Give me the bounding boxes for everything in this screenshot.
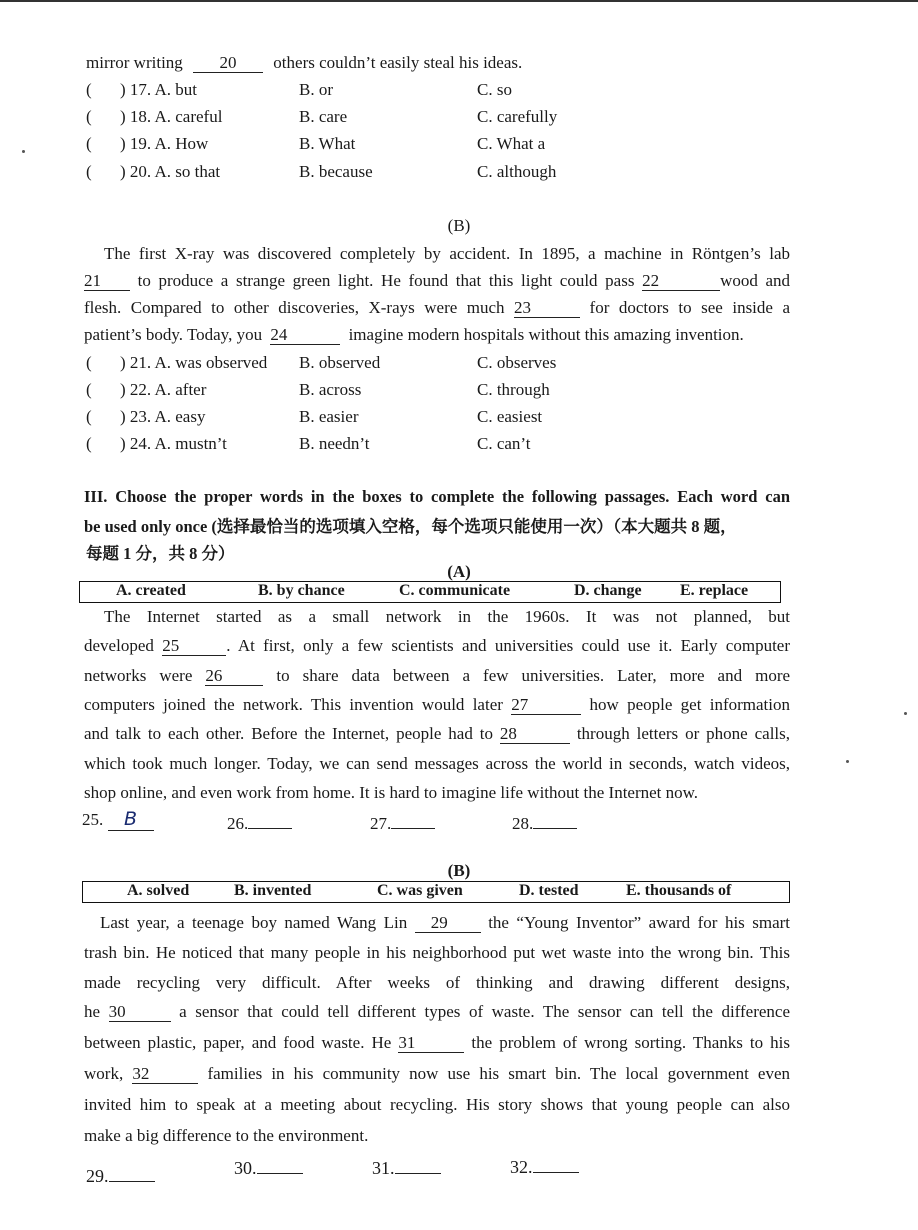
text: flesh. Compared to other discoveries, X-rays were much <box>84 298 505 317</box>
option-b: B. observed <box>299 353 381 372</box>
text: between plastic, paper, and food waste. He <box>84 1033 392 1052</box>
blank-28: 28 <box>500 725 570 744</box>
option-b: B. easier <box>299 407 359 426</box>
option-a: ) 19. A. How <box>120 134 209 153</box>
option-b: B. needn’t <box>299 434 370 453</box>
option-c: C. can’t <box>477 434 531 453</box>
question-row-22 <box>86 380 786 404</box>
answer-27 <box>370 814 435 834</box>
answer-paren: ( <box>86 80 92 99</box>
answer-field[interactable] <box>533 1172 579 1173</box>
internet-line-2 <box>84 636 790 656</box>
answer-paren: ( <box>86 434 92 453</box>
answer-field[interactable] <box>108 810 154 831</box>
word-option-e: E. thousands of <box>626 882 732 899</box>
blank-22: 22 <box>642 272 720 291</box>
answer-field[interactable] <box>391 828 435 829</box>
word-option-c: C. was given <box>377 882 463 899</box>
option-b: B. What <box>299 134 356 153</box>
answer-paren: ( <box>86 107 92 126</box>
blank-30: 30 <box>109 1003 171 1022</box>
text: wood and <box>720 271 790 290</box>
word-box-b <box>82 881 790 903</box>
inventor-line-1 <box>84 913 790 933</box>
word-option-a: A. solved <box>127 882 190 899</box>
blank-27: 27 <box>511 696 581 715</box>
blank-26: 26 <box>205 667 263 686</box>
answer-26 <box>227 814 292 834</box>
answer-31 <box>372 1158 441 1179</box>
answer-29 <box>86 1166 155 1187</box>
inventor-line-6 <box>84 1064 790 1084</box>
internet-line-4 <box>84 695 790 715</box>
question-row-21 <box>86 353 786 377</box>
section-iii-heading-line-3: 每题 1 分，共 8 分） <box>86 544 235 563</box>
word-option-e: E. replace <box>680 582 749 599</box>
answer-25 <box>82 810 154 831</box>
handwritten-answer: B <box>123 808 138 830</box>
scan-speck <box>904 712 907 715</box>
answer-paren: ( <box>86 380 92 399</box>
option-b: B. or <box>299 80 333 99</box>
option-b: B. because <box>299 162 373 181</box>
text: developed <box>84 636 154 655</box>
text: to share data between a few universities. Later, more and more <box>276 666 791 685</box>
blank-23: 23 <box>514 299 580 318</box>
text: Last year, a teenage boy named Wang Lin <box>100 913 408 932</box>
answer-label: 32. <box>510 1157 533 1177</box>
option-c: C. carefully <box>477 107 558 126</box>
answer-label: 26. <box>227 814 249 833</box>
text: and talk to each other. Before the Internet, people had to <box>84 724 493 743</box>
blank-20: 20 <box>193 54 263 73</box>
text: work, <box>84 1064 124 1083</box>
xray-line-3 <box>84 298 790 318</box>
internet-line-7: shop online, and even work from home. It is hard to imagine life without the Internet now. <box>84 783 699 802</box>
option-c: C. observes <box>477 353 557 372</box>
internet-line-6: which took much longer. Today, we can send messages across the world in seconds, watch videos, <box>84 754 790 773</box>
scan-speck <box>22 150 25 153</box>
option-c: C. through <box>477 380 550 399</box>
text: . At first, only a few scientists and universities could use it. Early computer <box>226 636 790 655</box>
text: mirror writing <box>86 53 183 72</box>
option-c: C. easiest <box>477 407 543 426</box>
word-option-d: D. change <box>574 582 642 599</box>
part-b-title-2: (B) <box>447 861 471 880</box>
answer-label: 31. <box>372 1158 395 1178</box>
inventor-line-7: invited him to speak at a meeting about recycling. His story shows that young people can also <box>84 1095 790 1114</box>
xray-line-4 <box>84 325 790 345</box>
internet-line-1: The Internet started as a small network in the 1960s. It was not planned, but <box>104 607 790 626</box>
question-row-19 <box>86 134 786 158</box>
word-option-b: B. invented <box>234 882 312 899</box>
text: how people get information <box>589 695 790 714</box>
page-top-border <box>0 0 918 2</box>
text: networks were <box>84 666 193 685</box>
question-row-20 <box>86 162 786 186</box>
blank-32: 32 <box>132 1065 198 1084</box>
option-c: C. What a <box>477 134 546 153</box>
blank-25: 25 <box>162 637 226 656</box>
word-box-a <box>79 581 781 603</box>
answer-paren: ( <box>86 407 92 426</box>
option-a: ) 23. A. easy <box>120 407 206 426</box>
answer-label: 29. <box>86 1166 109 1186</box>
blank-21: 21 <box>84 272 130 291</box>
answer-paren: ( <box>86 134 92 153</box>
question-row-18 <box>86 107 786 131</box>
option-b: B. care <box>299 107 348 126</box>
option-a: ) 17. A. but <box>120 80 197 99</box>
text: families in his community now use his smart bin. The local government even <box>207 1064 791 1083</box>
answer-paren: ( <box>86 162 92 181</box>
section-iii-heading-line-1: III. Choose the proper words in the boxes to complete the following passages. Each word can <box>84 487 790 506</box>
xray-line-1: The first X-ray was discovered completely by accident. In 1895, a machine in Röntgen’s lab <box>104 244 790 263</box>
text: a sensor that could tell different types of waste. The sensor can tell the difference <box>179 1002 791 1021</box>
option-a: ) 21. A. was observed <box>120 353 268 372</box>
option-a: ) 22. A. after <box>120 380 207 399</box>
answer-field[interactable] <box>109 1181 155 1182</box>
text: to produce a strange green light. He found that this light could pass <box>137 271 635 290</box>
question-row-23 <box>86 407 786 431</box>
answer-label: 30. <box>234 1158 257 1178</box>
inventor-line-5 <box>84 1033 790 1053</box>
answer-field[interactable] <box>257 1173 303 1174</box>
xray-line-2 <box>84 271 790 291</box>
text: through letters or phone calls, <box>576 724 791 743</box>
section-iii-heading-line-2: be used only once (选择最恰当的选项填入空格，每个选项只能使用一次）（本大题共 8 题， <box>84 517 737 536</box>
scan-speck <box>846 760 849 763</box>
passage-a-last-line <box>86 53 522 73</box>
part-b-title: (B) <box>447 216 471 235</box>
text: for doctors to see inside a <box>589 298 790 317</box>
answer-label: 27. <box>370 814 392 833</box>
option-c: C. so <box>477 80 512 99</box>
answer-30 <box>234 1158 303 1179</box>
internet-line-5 <box>84 724 790 744</box>
word-option-d: D. tested <box>519 882 579 899</box>
text: he <box>84 1002 101 1021</box>
blank-29: 29 <box>415 914 481 933</box>
text: the problem of wrong sorting. Thanks to his <box>471 1033 791 1052</box>
option-a: ) 20. A. so that <box>120 162 221 181</box>
text: imagine modern hospitals without this amazing invention. <box>348 325 744 344</box>
inventor-line-3: made recycling very difficult. After weeks of thinking and drawing different designs, <box>84 973 790 992</box>
answer-field[interactable] <box>248 828 292 829</box>
answer-28 <box>512 814 577 834</box>
text: computers joined the network. This invention would later <box>84 695 503 714</box>
blank-31: 31 <box>398 1034 464 1053</box>
text: others couldn’t easily steal his ideas. <box>273 53 523 72</box>
option-a: ) 18. A. careful <box>120 107 223 126</box>
question-row-17 <box>86 80 786 104</box>
inventor-line-4 <box>84 1002 790 1022</box>
option-c: C. although <box>477 162 557 181</box>
text: patient’s body. Today, you <box>84 325 263 344</box>
internet-line-3 <box>84 666 790 686</box>
word-option-b: B. by chance <box>258 582 345 599</box>
word-option-c: C. communicate <box>399 582 511 599</box>
answer-label: 25. <box>82 810 104 829</box>
answer-field[interactable] <box>533 828 577 829</box>
text: the “Young Inventor” award for his smart <box>488 913 791 932</box>
answer-field[interactable] <box>395 1173 441 1174</box>
option-b: B. across <box>299 380 362 399</box>
word-option-a: A. created <box>116 582 186 599</box>
answer-label: 28. <box>512 814 534 833</box>
part-a-title: (A) <box>447 562 471 581</box>
answer-paren: ( <box>86 353 92 372</box>
inventor-line-8: make a big difference to the environment. <box>84 1126 369 1145</box>
question-row-24 <box>86 434 786 458</box>
answer-32 <box>510 1157 579 1178</box>
blank-24: 24 <box>270 326 340 345</box>
inventor-line-2: trash bin. He noticed that many people in his neighborhood put wet waste into the wrong bin. This <box>84 943 790 962</box>
option-a: ) 24. A. mustn’t <box>120 434 227 453</box>
